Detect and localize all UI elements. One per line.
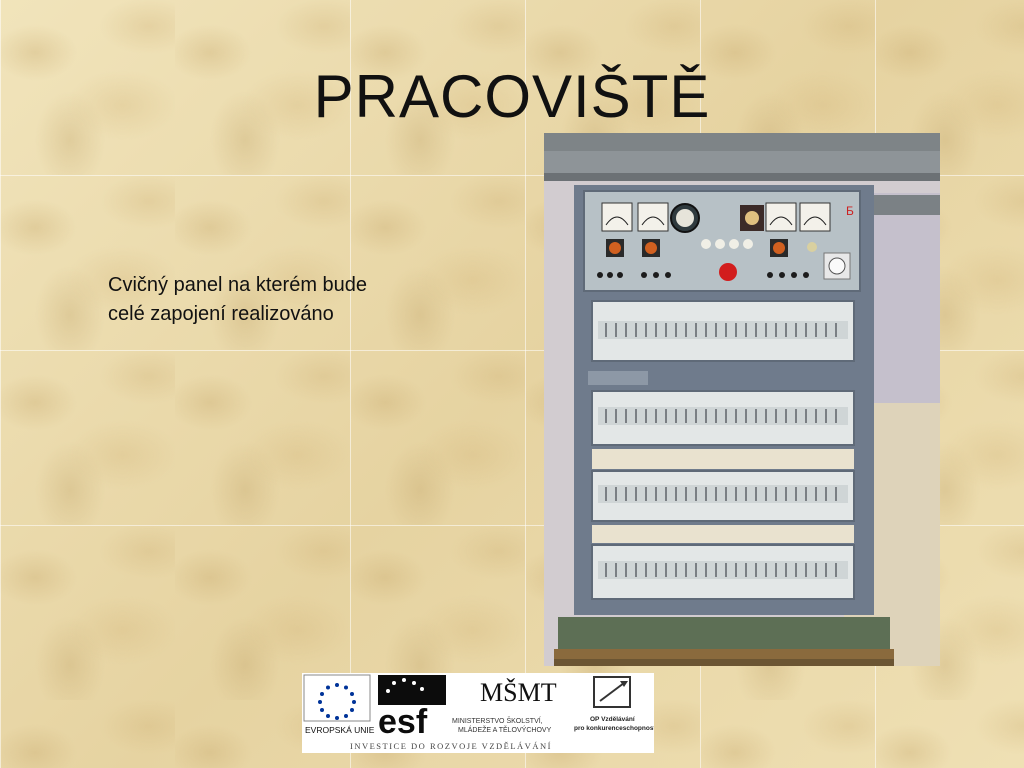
panel-letter: Б (846, 204, 854, 218)
funding-logos-strip (302, 673, 654, 753)
msmt-line1: MINISTERSTVO ŠKOLSTVÍ, (452, 718, 543, 725)
op-logo (574, 677, 654, 732)
terminal-strip (592, 545, 854, 599)
meter-icon (638, 203, 668, 231)
panel-photo-illustration (544, 133, 940, 666)
meter-icon (800, 203, 830, 231)
eu-flag-icon (304, 675, 370, 721)
investment-tagline: INVESTICE DO ROZVOJE VZDĚLÁVÁNÍ (350, 741, 552, 751)
funding-logos (302, 673, 654, 753)
meter-icon (602, 203, 632, 231)
panel-photo (544, 133, 940, 666)
msmt-logo (452, 678, 557, 734)
terminal-strip (592, 391, 854, 445)
terminal-strip (592, 301, 854, 361)
esf-text: esf (378, 703, 428, 741)
slide-title: PRACOVIŠTĚ (313, 63, 711, 130)
op-line1: OP Vzdělávání (590, 716, 635, 723)
slide-caption: Cvičný panel na kterém bude celé zapojení realizováno (108, 274, 368, 325)
op-line2: pro konkurenceschopnost (574, 725, 654, 732)
meter-icon (766, 203, 796, 231)
esf-logo (378, 675, 446, 741)
terminal-strip (592, 471, 854, 521)
eu-label: EVROPSKÁ UNIE (305, 725, 375, 735)
msmt-monogram: MŠMT (480, 678, 557, 707)
msmt-line2: MLÁDEŽE A TĚLOVÝCHOVY (458, 727, 552, 734)
